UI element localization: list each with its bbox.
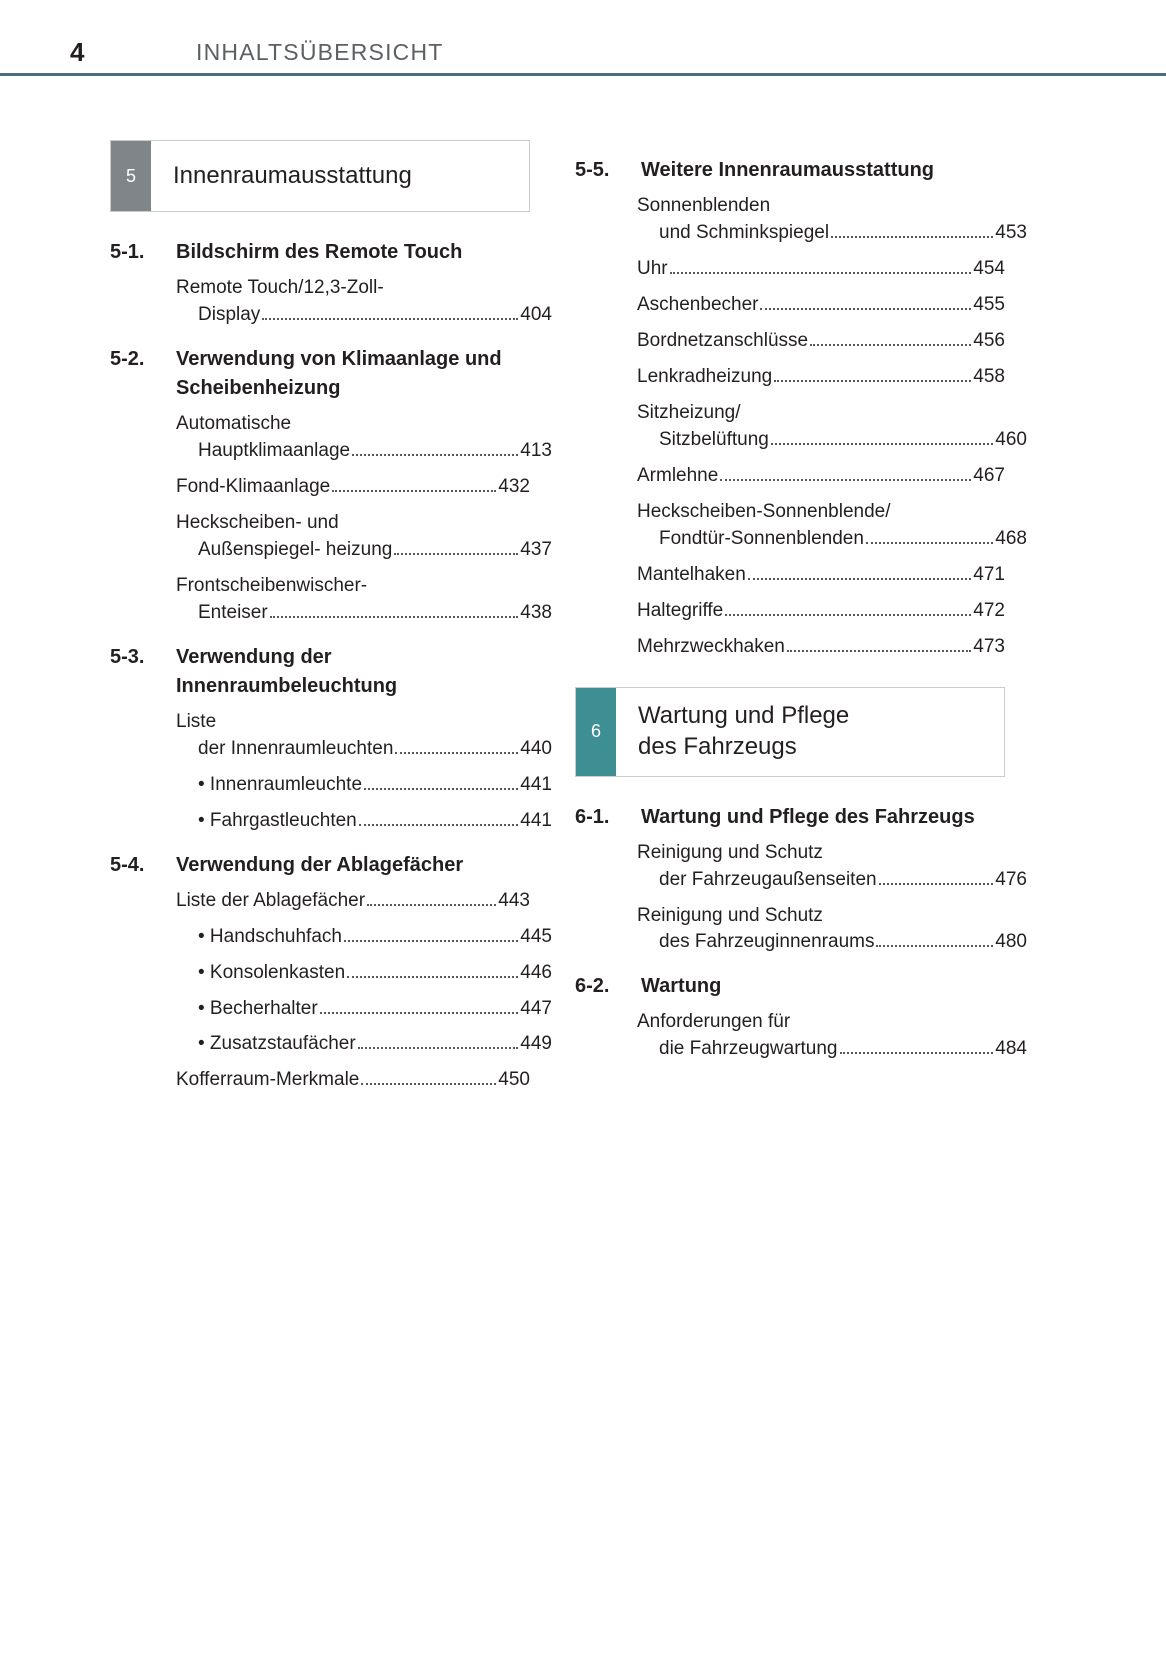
header-divider — [0, 73, 1166, 76]
toc-entry-label: die Fahrzeugwartung — [659, 1038, 838, 1060]
section-entries — [176, 888, 552, 1095]
toc-entry-row — [176, 438, 552, 465]
section-title: Verwendung der Innenraumbeleuchtung — [176, 645, 398, 697]
leader-dots — [359, 824, 519, 826]
toc-entry-page: 473 — [973, 635, 1005, 657]
chapter-title: Innenraumausstattung — [173, 161, 412, 189]
leader-dots — [866, 542, 993, 544]
toc-entry[interactable] — [176, 772, 552, 799]
toc-entry[interactable] — [637, 499, 1027, 553]
toc-entry-row — [176, 600, 552, 627]
leader-dots — [725, 614, 971, 616]
toc-entry-page: 445 — [520, 925, 552, 947]
toc-entry-label: Fond-Klimaanlage — [176, 475, 331, 497]
toc-entry-row — [176, 736, 552, 763]
leader-dots — [787, 650, 971, 652]
leader-dots — [774, 380, 971, 382]
leader-dots — [810, 344, 971, 346]
toc-entry-label: Enteiser — [198, 601, 268, 623]
toc-entry-label: Aschenbecher — [637, 293, 759, 315]
leader-dots — [344, 940, 518, 942]
section-number: 6-1. — [575, 805, 610, 828]
section-heading[interactable] — [110, 643, 530, 701]
toc-entry[interactable] — [637, 598, 1005, 625]
section-heading[interactable] — [110, 345, 530, 403]
toc-entry-row — [176, 302, 552, 329]
toc-entry-label: • Handschuhfach — [198, 925, 342, 947]
section-entries — [637, 840, 1027, 957]
toc-entry-page: 438 — [520, 601, 552, 623]
toc-entry-label: Armlehne — [637, 464, 719, 486]
section-heading[interactable] — [575, 156, 1005, 185]
toc-entry-row — [176, 474, 530, 501]
section-heading[interactable] — [110, 851, 530, 880]
toc-entry-row — [176, 996, 552, 1023]
toc-entry-page: 453 — [995, 221, 1027, 243]
toc-entry-line1: Heckscheiben-Sonnenblende/ — [637, 500, 891, 522]
toc-entry-row — [176, 808, 552, 835]
chapter-number-badge: 6 — [576, 688, 616, 776]
toc-entry-label: • Konsolenkasten — [198, 961, 346, 983]
toc-entry-label: • Innenraumleuchte — [198, 773, 363, 795]
toc-entry-line1: Automatische — [176, 412, 292, 434]
toc-entry[interactable] — [176, 960, 552, 987]
toc-entry-row — [637, 328, 1005, 355]
section-title: Weitere Innenraumausstattung — [641, 159, 935, 181]
toc-entry[interactable] — [176, 996, 552, 1023]
section-title: Bildschirm des Remote Touch — [176, 241, 463, 263]
toc-entry-page: 454 — [973, 257, 1005, 279]
toc-entry-line1: Heckscheiben- und — [176, 511, 339, 533]
toc-entry-page: 468 — [995, 527, 1027, 549]
toc-entry-label: Haltegriffe — [637, 599, 724, 621]
leader-dots — [760, 308, 971, 310]
section-heading[interactable] — [575, 972, 1005, 1001]
toc-entry-label: Fondtür-Sonnenblenden — [659, 527, 864, 549]
toc-entry-line1: Reinigung und Schutz — [637, 841, 823, 863]
section-title: Verwendung von Klimaanlage und Scheibenheizung — [176, 347, 502, 399]
leader-dots — [320, 1012, 519, 1014]
toc-entry[interactable] — [176, 1031, 552, 1058]
toc-entry-row — [637, 427, 1027, 454]
toc-entry-page: 458 — [973, 365, 1005, 387]
left-column — [110, 140, 552, 1103]
chapter-title — [616, 688, 1004, 776]
right-column — [575, 140, 1027, 1072]
toc-entry-label: und Schminkspiegel — [659, 221, 830, 243]
toc-entry-line1: Liste — [176, 710, 217, 732]
leader-dots — [831, 236, 993, 238]
toc-entry[interactable] — [637, 562, 1005, 589]
toc-entry[interactable] — [176, 510, 552, 564]
toc-entry-page: 446 — [520, 961, 552, 983]
section-number: 5-4. — [110, 853, 145, 876]
toc-entry-label: Mantelhaken — [637, 563, 746, 585]
toc-entry[interactable] — [637, 1009, 1027, 1063]
toc-entry-page: 449 — [520, 1033, 552, 1055]
toc-entry-page: 471 — [973, 563, 1005, 585]
toc-entry[interactable] — [637, 328, 1005, 355]
toc-entry-line1: Anforderungen für — [637, 1011, 791, 1033]
toc-entry-label: • Fahrgastleuchten — [198, 809, 357, 831]
toc-entry-label: Liste der Ablagefächer — [176, 889, 366, 911]
toc-section — [110, 851, 552, 1095]
toc-entry-label: Mehrzweckhaken — [637, 635, 785, 657]
toc-section — [110, 643, 552, 835]
toc-entry[interactable] — [176, 924, 552, 951]
toc-section — [110, 238, 552, 329]
section-title: Wartung und Pflege des Fahrzeugs — [641, 805, 975, 828]
leader-dots — [361, 1083, 496, 1085]
toc-section — [575, 803, 1027, 957]
toc-entry-row — [637, 598, 1005, 625]
leader-dots — [394, 553, 518, 555]
toc-entry[interactable] — [176, 573, 552, 627]
section-number: 5-2. — [110, 347, 145, 370]
toc-entry-page: 476 — [995, 868, 1027, 890]
section-heading[interactable] — [575, 803, 1005, 832]
toc-entry-page: 443 — [498, 889, 530, 911]
leader-dots — [720, 479, 971, 481]
leader-dots — [358, 1047, 519, 1049]
toc-entry-page: 484 — [995, 1038, 1027, 1060]
leader-dots — [270, 616, 519, 618]
toc-entry[interactable] — [176, 474, 530, 501]
toc-entry-page: 456 — [973, 329, 1005, 351]
toc-entry-page: 472 — [973, 599, 1005, 621]
section-entries — [176, 709, 552, 835]
section-heading[interactable] — [110, 238, 530, 267]
page-header — [0, 22, 1166, 72]
leader-dots — [262, 318, 518, 320]
toc-entry-page: 447 — [520, 997, 552, 1019]
leader-dots — [352, 454, 518, 456]
toc-entry-row — [637, 220, 1027, 247]
toc-entry[interactable] — [637, 463, 1005, 490]
section-number: 5-5. — [575, 159, 610, 181]
leader-dots — [347, 976, 518, 978]
toc-entry-page: 450 — [498, 1069, 530, 1091]
toc-entry-row — [176, 960, 552, 987]
toc-section — [110, 345, 552, 627]
leader-dots — [840, 1052, 994, 1054]
section-entries — [637, 1009, 1027, 1063]
toc-entry-line1: Sitzheizung/ — [637, 401, 741, 423]
toc-entry-row — [637, 562, 1005, 589]
toc-entry-line1: Frontscheibenwischer- — [176, 574, 368, 596]
toc-entry[interactable] — [176, 411, 552, 465]
toc-entry-row — [637, 929, 1027, 956]
toc-entry-page: 441 — [520, 809, 552, 831]
toc-entry[interactable] — [176, 888, 530, 915]
toc-entry[interactable] — [637, 903, 1027, 957]
toc-entry-page: 441 — [520, 773, 552, 795]
toc-entry-label: • Zusatzstaufächer — [198, 1033, 356, 1055]
leader-dots — [364, 788, 518, 790]
leader-dots — [367, 904, 496, 906]
toc-entry-row — [176, 537, 552, 564]
toc-entry[interactable] — [176, 709, 552, 763]
chapter-title-line1: Wartung und Pflege — [638, 701, 850, 729]
toc-entry-page: 440 — [520, 737, 552, 759]
section-number: 5-1. — [110, 241, 145, 263]
toc-entry-line1: Remote Touch/12,3-Zoll- — [176, 277, 384, 298]
toc-entry[interactable] — [637, 193, 1027, 247]
leader-dots — [879, 883, 994, 885]
leader-dots — [876, 945, 993, 947]
toc-entry-page: 404 — [520, 303, 552, 325]
toc-entry-row — [176, 772, 552, 799]
toc-entry-page: 432 — [498, 475, 530, 497]
toc-entry[interactable] — [637, 292, 1005, 319]
toc-entry-line1: Sonnenblenden — [637, 195, 771, 216]
page-number: 4 — [70, 37, 85, 67]
toc-entry-page: 455 — [973, 293, 1005, 315]
page-title: INHALTSÜBERSICHT — [196, 39, 444, 65]
toc-entry-page: 467 — [973, 464, 1005, 486]
toc-section — [575, 156, 1027, 661]
section-number: 6-2. — [575, 975, 610, 998]
chapter-number-badge: 5 — [111, 141, 151, 211]
toc-entry-row — [637, 463, 1005, 490]
chapter-banner-5[interactable] — [110, 140, 530, 212]
toc-entry-row — [637, 364, 1005, 391]
toc-entry-page: 460 — [995, 428, 1027, 450]
section-title: Verwendung der Ablagefächer — [176, 853, 464, 876]
chapter-banner-6[interactable] — [575, 687, 1005, 777]
section-entries — [176, 275, 552, 329]
toc-entry-label: Sitzbelüftung — [659, 428, 769, 450]
toc-entry-row — [176, 1067, 530, 1094]
chapter-title-line2: des Fahrzeugs — [638, 732, 797, 760]
toc-entry-label: Außenspiegel- heizung — [198, 538, 393, 560]
toc-entry-label: Lenkradheizung — [637, 365, 773, 387]
toc-entry-row — [637, 292, 1005, 319]
toc-entry[interactable] — [637, 364, 1005, 391]
toc-entry-label: Bordnetzanschlüsse — [637, 329, 809, 351]
toc-entry[interactable] — [176, 808, 552, 835]
toc-entry[interactable] — [637, 840, 1027, 894]
toc-entry[interactable] — [176, 1067, 530, 1094]
leader-dots — [395, 752, 518, 754]
toc-entry[interactable] — [176, 275, 552, 329]
leader-dots — [332, 490, 496, 492]
toc-entry-label: der Innenraumleuchten — [198, 737, 394, 759]
toc-entry-row — [637, 526, 1027, 553]
toc-entry-label: Display — [198, 303, 261, 325]
toc-entry[interactable] — [637, 400, 1027, 454]
toc-entry-label: des Fahrzeuginnenraums — [659, 931, 875, 953]
toc-entry-row — [176, 1031, 552, 1058]
toc-entry[interactable] — [637, 256, 1005, 283]
toc-entry-page: 437 — [520, 538, 552, 560]
toc-entry-row — [637, 256, 1005, 283]
toc-entry-row — [176, 924, 552, 951]
toc-entry-row — [637, 634, 1005, 661]
section-title: Wartung — [641, 975, 722, 998]
toc-entry-line1: Reinigung und Schutz — [637, 904, 823, 926]
section-number: 5-3. — [110, 645, 145, 668]
toc-entry-label: • Becherhalter — [198, 997, 318, 1019]
toc-entry-label: Hauptklimaanlage — [198, 439, 351, 461]
toc-entry-row — [637, 867, 1027, 894]
toc-entry-label: Kofferraum-Merkmale — [176, 1069, 360, 1091]
toc-section — [575, 972, 1027, 1063]
section-entries — [637, 193, 1027, 661]
leader-dots — [670, 272, 972, 274]
toc-entry-row — [176, 888, 530, 915]
leader-dots — [748, 578, 972, 580]
toc-entry[interactable] — [637, 634, 1005, 661]
section-entries — [176, 411, 552, 627]
toc-entry-page: 480 — [995, 931, 1027, 953]
toc-entry-page: 413 — [520, 439, 552, 461]
leader-dots — [771, 443, 993, 445]
toc-entry-label: der Fahrzeugaußenseiten — [659, 868, 877, 890]
toc-entry-label: Uhr — [637, 257, 668, 279]
toc-entry-row — [637, 1036, 1027, 1063]
